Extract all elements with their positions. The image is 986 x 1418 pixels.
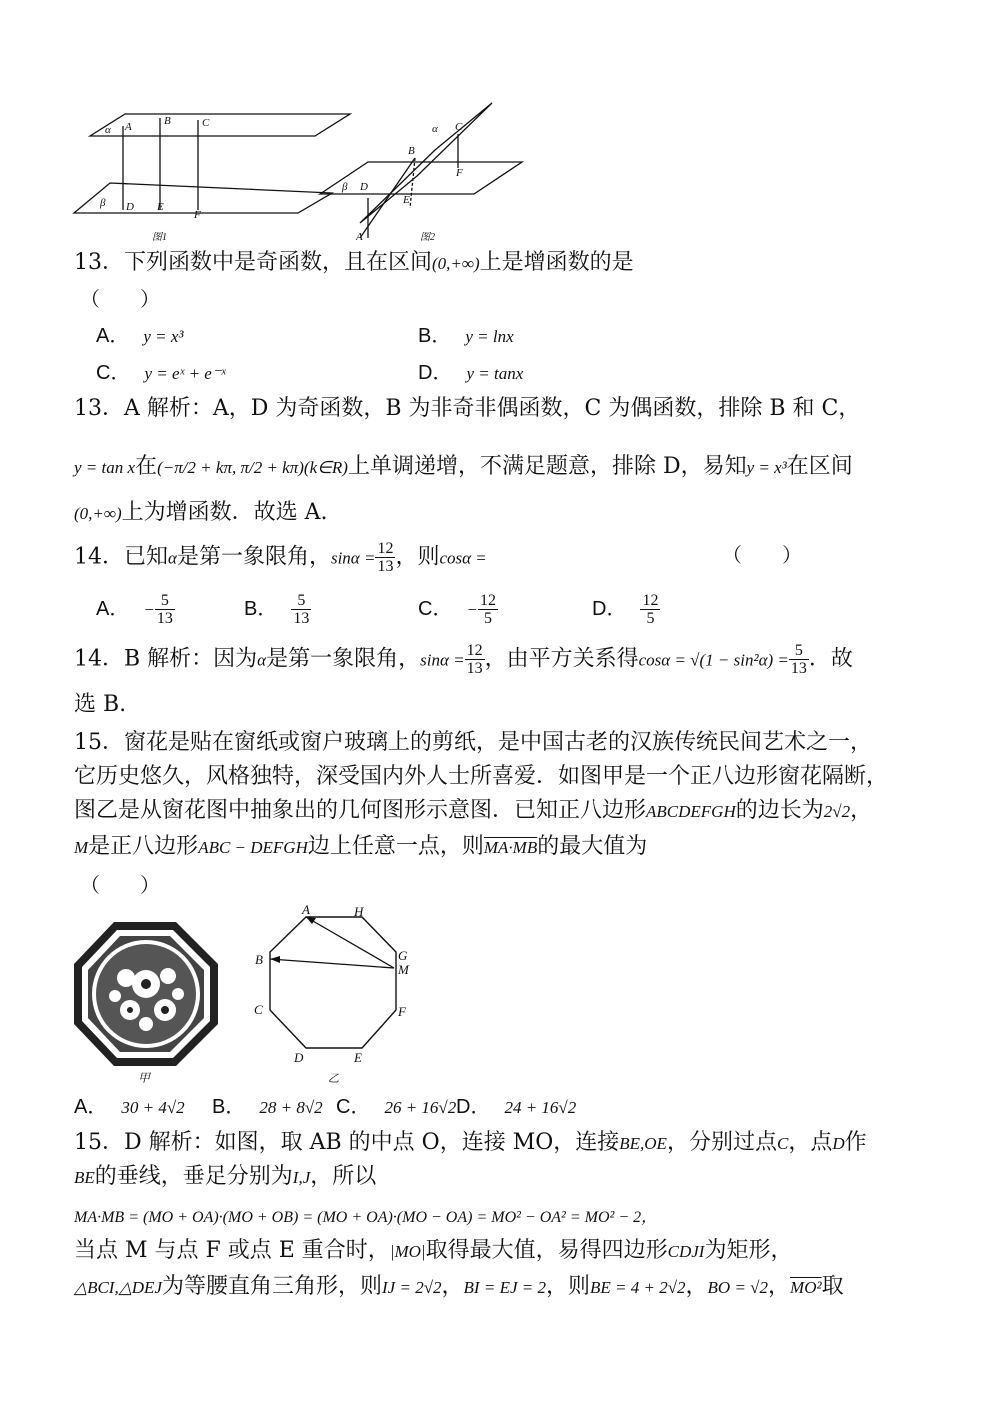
oct-label-D: D xyxy=(294,1050,304,1065)
fig-yi-caption: 乙 xyxy=(328,1073,339,1085)
a15-line3: MA·MB = (MO + OA)·(MO + OB) = (MO + OA)·(MO − OA) = MO² − OA² = MO² − 2， xyxy=(74,1209,658,1226)
q13-stem: 13．下列函数中是奇函数，且在区间(0,+∞)上是增函数的是 xyxy=(74,250,634,275)
q14-option-b[interactable]: B． $\frac{5}{13}$ xyxy=(244,592,310,627)
window-flower-image xyxy=(70,918,220,1088)
fig2-label-alpha: α xyxy=(432,123,438,135)
q15-line3: 图乙是从窗花图中抽象出的几何图形示意图．已知正八边形ABCDEFGH的边长为2√2， xyxy=(74,798,873,823)
q14-option-c[interactable]: C． − $\frac{12}{5}$ xyxy=(418,592,496,627)
fig1-label-C: C xyxy=(202,117,210,129)
fig1-label-E: E xyxy=(157,201,164,213)
fig2-label-B: B xyxy=(408,145,415,157)
fig1-label-A: A xyxy=(125,121,132,133)
fig1-label-B: B xyxy=(164,115,171,127)
oct-label-H: H xyxy=(354,904,364,919)
fig2-label-C: C xyxy=(455,121,463,133)
q14-option-a[interactable]: A． − $\frac{5}{13}$ xyxy=(96,592,173,627)
q13-option-d[interactable]: D． y = tanx xyxy=(418,362,524,384)
a15-line2: BE的垂线，垂足分别为I,J，所以 xyxy=(74,1164,377,1189)
figure-planes xyxy=(60,98,540,248)
oct-label-C: C xyxy=(254,1002,263,1017)
a13-line2: y = tan x在(−π/2 + kπ, π/2 + kπ)(k∈R)上单调递增，不满足题意，排除 D，易知y = x³在区间 xyxy=(74,454,853,479)
a15-line5: △BCI,△DEJ为等腰直角三角形，则IJ = 2√2，BI = EJ = 2，则BE = 4 + 2√2，BO = √2，MO²取 xyxy=(74,1274,844,1299)
fig2-label-beta: β xyxy=(342,181,348,193)
q13-option-a[interactable]: A． y = x³ xyxy=(96,325,184,347)
a15-line4: 当点 M 与点 F 或点 E 重合时，|MO|取得最大值，易得四边形CDJI为矩形， xyxy=(74,1238,793,1263)
q15-option-c[interactable]: C． 26 + 16√2 xyxy=(336,1096,457,1118)
fig2-label-A: A xyxy=(356,231,363,243)
q13-option-c[interactable]: C． y = eˣ + e⁻ˣ xyxy=(96,362,226,384)
figure-1 xyxy=(74,114,350,213)
a13-line3: (0,+∞)上为增函数．故选 A. xyxy=(74,500,328,525)
fig2-label-D: D xyxy=(360,181,368,193)
oct-label-M: M xyxy=(398,962,409,977)
q13-answer-paren: （ ） xyxy=(80,287,160,311)
q13-option-b[interactable]: B． y = lnx xyxy=(418,325,514,347)
fig1-label-beta: β xyxy=(100,197,106,209)
figure-2 xyxy=(320,103,522,238)
a14-line2: 选 B. xyxy=(74,692,127,717)
q15-line2: 它历史悠久，风格独特，深受国内外人士所喜爱．如图甲是一个正八边形窗花隔断， xyxy=(74,764,889,789)
oct-label-A: A xyxy=(302,902,310,917)
q15-option-b[interactable]: B． 28 + 8√2 xyxy=(212,1096,323,1118)
q14-answer-paren: （ ） xyxy=(722,543,802,567)
q15-answer-paren: （ ） xyxy=(80,873,160,897)
fig2-caption: 图2 xyxy=(420,232,435,243)
a15-line1: 15．D 解析：如图，取 AB 的中点 O，连接 MO，连接BE,OE，分别过点C，点D作 xyxy=(74,1130,867,1155)
a14-line1: 14．B 解析：因为α是第一象限角，sinα = $\frac{12}{13}$ ，由平方关系得cosα = √(1 − sin²α) = $\frac{5}{13}$ ．故 xyxy=(74,642,853,677)
oct-label-F: F xyxy=(398,1004,406,1019)
fig1-label-alpha: α xyxy=(105,124,111,136)
q14-option-d[interactable]: D． $\frac{12}{5}$ xyxy=(592,592,659,627)
a13-line1: 13．A 解析：A，D 为奇函数，B 为非奇非偶函数，C 为偶函数，排除 B 和 C， xyxy=(74,396,861,421)
oct-label-E: E xyxy=(354,1050,362,1065)
oct-label-B: B xyxy=(255,952,263,967)
fig1-label-F: F xyxy=(194,209,201,221)
oct-label-G: G xyxy=(398,948,408,963)
q14-stem: 14．已知α是第一象限角，sinα = $\frac{12}{13}$ ，则cosα = xyxy=(74,540,487,575)
fig2-label-F: F xyxy=(456,167,463,179)
q15-option-a[interactable]: A． 30 + 4√2 xyxy=(74,1096,185,1118)
fig2-label-E: E xyxy=(403,194,410,206)
q15-line4: M是正八边形ABC − DEFGH边上任意一点，则MA·MB的最大值为 xyxy=(74,834,648,859)
octagon-diagram xyxy=(250,902,420,1087)
q15-line1: 15．窗花是贴在窗纸或窗户玻璃上的剪纸，是中国古老的汉族传统民间艺术之一， xyxy=(74,730,872,755)
fig1-caption: 图1 xyxy=(152,232,167,243)
q15-option-d[interactable]: D． 24 + 16√2 xyxy=(456,1096,577,1118)
fig1-label-D: D xyxy=(126,201,134,213)
fig-jia-caption: 甲 xyxy=(138,1071,151,1085)
